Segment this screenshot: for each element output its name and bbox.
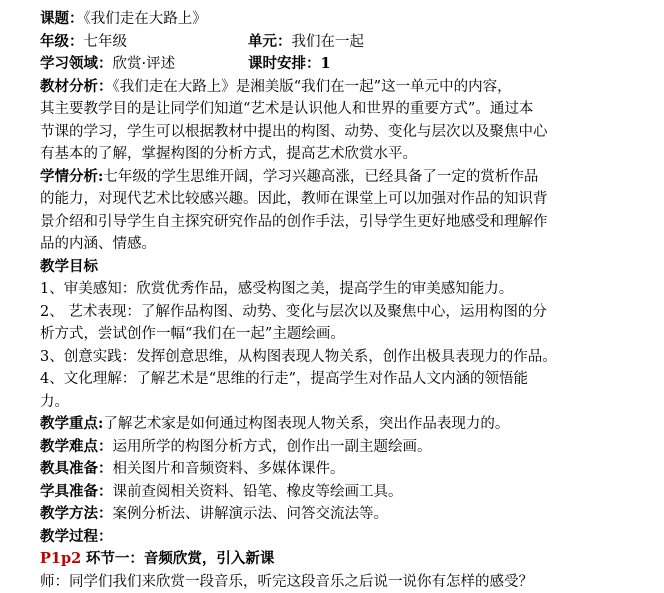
period-label: 课时安排： xyxy=(248,55,321,72)
teaching-goals-heading: 教学目标 xyxy=(40,256,656,279)
method-label: 教学方法： xyxy=(40,505,113,522)
goal-line-4: 3、创意实践：发挥创意思维，从构图表现人物关系，创作出极具表现力的作品。 xyxy=(40,346,656,369)
difficulty-row xyxy=(40,436,656,459)
key-point-row xyxy=(40,413,656,436)
student-prep-row xyxy=(40,481,656,504)
method-row xyxy=(40,503,656,526)
teacher-prep-row xyxy=(40,458,656,481)
step-one-title: 环节一：音频欣赏，引入新课 xyxy=(86,550,275,567)
grade-label: 年级： xyxy=(40,33,84,50)
goal-line-3: 析方式，尝试创作一幅“我们在一起”主题绘画。 xyxy=(40,323,656,346)
material-analysis-line-1: 教材分析：《我们走在大路上》是湘美版“我们在一起”这一单元中的内容， xyxy=(40,76,656,99)
field-label: 学习领域： xyxy=(40,55,113,72)
material-analysis-line-2: 其主要教学目的是让同学们知道“艺术是认识他人和世界的重要方式”。通过本 xyxy=(40,98,656,121)
lesson-title-label: 课题： xyxy=(40,10,84,27)
goal-line-2: 2、 艺术表现：了解作品构图、动势、变化与层次以及聚焦中心，运用构图的分 xyxy=(40,301,656,324)
student-analysis-line-2: 的能力，对现代艺术比较感兴趣。因此，教师在课堂上可以加强对作品的知识背 xyxy=(40,188,656,211)
grade-unit-row xyxy=(40,31,656,54)
teacher-prep-label: 教具准备： xyxy=(40,460,113,477)
goal-line-5: 4、文化理解：了解艺术是“思维的行走”，提高学生对作品人文内涵的领悟能 xyxy=(40,368,656,391)
field-value: 欣赏·评述 xyxy=(113,56,176,72)
period-value: 1 xyxy=(321,55,331,72)
goal-line-1: 1、审美感知：欣赏优秀作品，感受构图之美，提高学生的审美感知能力。 xyxy=(40,278,656,301)
teaching-process-heading: 教学过程： xyxy=(40,526,656,549)
difficulty-label: 教学难点： xyxy=(40,438,113,455)
method-value: 案例分析法、讲解演示法、问答交流法等。 xyxy=(113,506,389,522)
student-analysis-line-3: 景介绍和引导学生自主探究研究作品的创作手法，引导学生更好地感受和理解作 xyxy=(40,211,656,234)
lesson-title-value: 《我们走在大路上》 xyxy=(84,11,207,27)
unit-value: 我们在一起 xyxy=(292,34,365,50)
key-point-value: 了解艺术家是如何通过构图表现人物关系，突出作品表现力的。 xyxy=(103,416,509,432)
teacher-line: 师：同学们我们来欣赏一段音乐，听完这段音乐之后说一说你有怎样的感受？ xyxy=(40,571,656,593)
grade-value: 七年级 xyxy=(84,34,128,50)
student-analysis-line-1: 学情分析:七年级的学生思维开阔，学习兴趣高涨，已经具备了一定的赏析作品 xyxy=(40,166,656,189)
student-prep-label: 学具准备： xyxy=(40,483,113,500)
material-analysis-label: 教材分析： xyxy=(40,78,113,95)
field-period-row xyxy=(40,53,656,76)
student-analysis-line-4: 品的内涵、情感。 xyxy=(40,233,656,256)
teacher-prep-value: 相关图片和音频资料、多媒体课件。 xyxy=(113,461,345,477)
material-analysis-line-4: 有基本的了解，掌握构图的分析方式，提高艺术欣赏水平。 xyxy=(40,143,656,166)
lesson-plan-document xyxy=(40,8,656,593)
student-analysis-label: 学情分析: xyxy=(40,168,103,185)
step-one-row xyxy=(40,548,656,571)
lesson-title-row xyxy=(40,8,656,31)
material-analysis-line-3: 节课的学习，学生可以根据教材中提出的构图、动势、变化与层次以及聚焦中心 xyxy=(40,121,656,144)
unit-label: 单元： xyxy=(248,33,292,50)
goal-line-6: 力。 xyxy=(40,391,656,414)
slide-reference: P1p2 xyxy=(40,550,81,567)
key-point-label: 教学重点: xyxy=(40,415,103,432)
student-prep-value: 课前查阅相关资料、铅笔、橡皮等绘画工具。 xyxy=(113,484,403,500)
difficulty-value: 运用所学的构图分析方式，创作出一副主题绘画。 xyxy=(113,439,432,455)
